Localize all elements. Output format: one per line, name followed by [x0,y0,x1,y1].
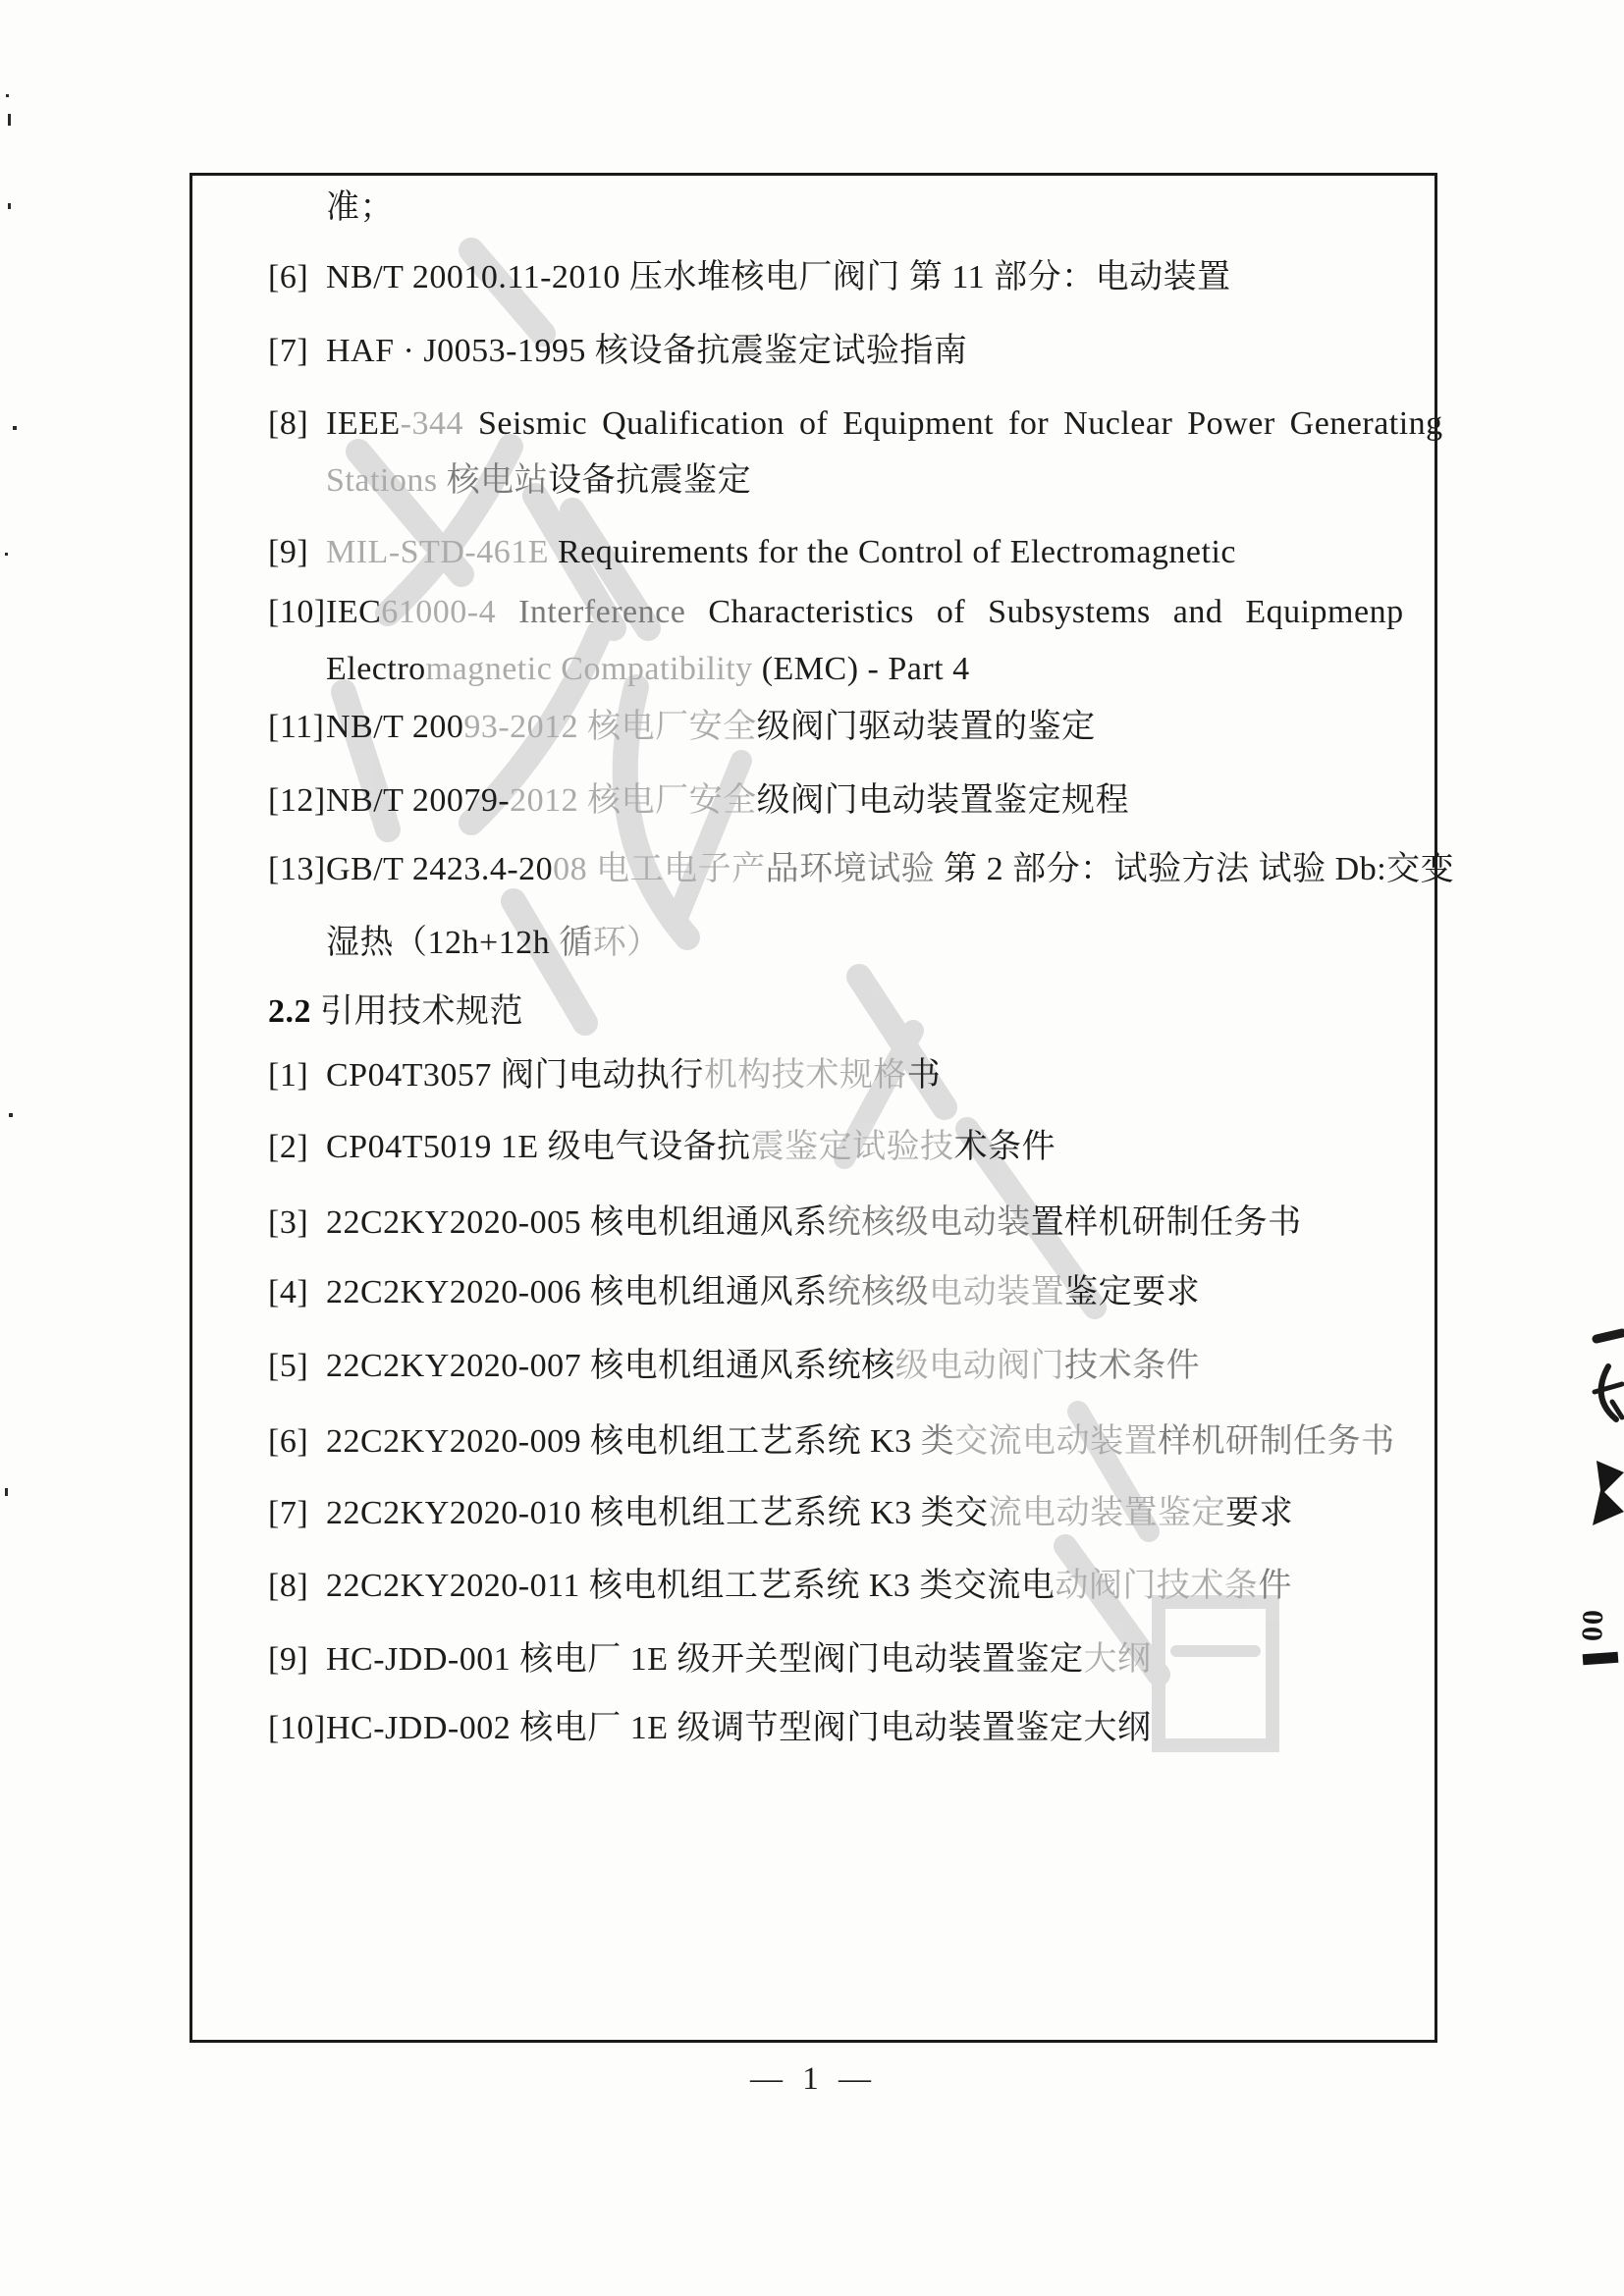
text-segment: 统核级电动装 [827,1204,1031,1241]
reference-marker: [10] [268,594,326,630]
text-segment: 第 2 部分：试验方法 试验 Db:交变 [935,851,1455,887]
text-segment: IEEE [326,405,401,442]
reference-marker: [4] [268,1274,309,1310]
reference-line [268,404,1443,445]
reference-line [268,924,661,964]
text-segment: 2012 核电厂安全 [510,782,757,819]
scan-speck [8,114,11,126]
reference-line [268,1128,1056,1168]
text-segment: Seismic Qualification of Equipment for Nuclear Power Generating [462,405,1443,442]
reference-line [268,1709,1151,1749]
handwritten-scribble [1577,1327,1624,1435]
reference-marker: [6] [268,259,309,295]
reference-marker: [8] [268,405,309,442]
reference-marker: [2] [268,1129,309,1165]
text-segment: 湿热（12h+12h [326,925,560,961]
text-segment: 机构技术规格 [703,1057,907,1094]
reference-line [268,258,1231,298]
reference-marker: [3] [268,1204,309,1241]
text-segment: 置样机研制任务书 [1030,1204,1302,1241]
text-segment: 交流电动装置 [954,1423,1159,1460]
text-segment: MIL-STD-461E [326,534,558,570]
text-segment: NB/T 200 [326,709,464,745]
reference-line [268,461,751,502]
scan-speck [9,1113,13,1117]
reference-line [268,1203,1302,1244]
text-segment: 08 电工电子产 [553,851,766,887]
text-segment: 鉴定要求 [1064,1274,1201,1310]
text-segment: 样机研制任务书 [1158,1423,1395,1460]
reference-line [268,850,1454,890]
reference-marker: [5] [268,1348,309,1384]
text-segment: 22C2KY2020-009 核电机组工艺系统 K3 [326,1423,921,1460]
reference-marker: [12] [268,782,326,819]
text-segment: -344 [400,405,463,442]
text-segment: Electro [326,651,426,687]
text-segment: 环） [592,925,661,961]
ink-smudge [1583,1652,1619,1665]
page-border [189,173,1437,2043]
reference-line [268,1422,1395,1463]
reference-marker: [6] [268,1423,309,1460]
text-segment: 22C2KY2020-010 核电机组工艺系统 K3 类交 [326,1495,989,1531]
text-segment: 核电站 [437,462,549,499]
reference-marker: [9] [268,534,309,570]
reference-line [268,188,394,229]
text-segment: HAF · J0053-1995 核设备抗震鉴定试验指南 [326,333,968,369]
reference-line [268,1056,941,1096]
page-number: — 1 — [750,2061,877,2097]
text-segment: 循 [559,925,593,961]
text-segment: CP04T5019 1E 级电气设备抗 [326,1129,751,1165]
text-segment: 要求 [1225,1495,1294,1531]
text-segment: 22C2KY2020-006 核电机组通风系 [326,1274,828,1310]
text-segment: 大纲 [1083,1641,1152,1678]
ink-blob [1585,1457,1624,1529]
text-segment: 类 [920,1423,955,1460]
text-segment: 级阀门驱动装置的鉴定 [756,709,1096,745]
reference-line [268,533,1236,573]
reference-line [268,1640,1151,1681]
reference-marker: [11] [268,709,325,745]
text-segment: 技术条件 [1064,1348,1201,1384]
reference-line [268,650,970,690]
reference-marker: [1] [268,1057,309,1094]
reference-marker: [8] [268,1568,309,1604]
text-segment: 书 [906,1057,942,1094]
scan-speck [5,1488,8,1496]
reference-marker: [7] [268,1495,309,1531]
text-segment: Stations [326,462,438,499]
scan-speck [5,553,8,556]
text-segment: IEC [326,594,382,630]
text-segment: 动阀门技术条 [1055,1568,1259,1604]
text-segment: 术条件 [953,1129,1056,1165]
text-segment: magnetic Compatibility [425,651,762,687]
text-segment: HC-JDD-002 核电厂 1E 级调节型阀门电动装置鉴定大纲 [326,1710,1152,1746]
text-segment: CP04T3057 阀门电动执行 [326,1057,704,1094]
text-segment: 级电动阀门 [894,1348,1065,1384]
margin-note-00: 00 [1575,1609,1609,1644]
reference-line [268,1494,1293,1534]
scan-speck [13,426,17,430]
reference-marker: [7] [268,333,309,369]
text-segment: Characteristics of Subsystems and Equipmenp [708,594,1404,630]
text-segment: 22C2KY2020-011 核电机组工艺系统 K3 类交流电 [326,1568,1056,1604]
text-segment: 统核级 [827,1274,930,1310]
text-segment: 22C2KY2020-005 核电机组通风系 [326,1204,828,1241]
text-segment: 震鉴定试验技 [750,1129,954,1165]
reference-line [268,1273,1200,1313]
text-segment: Requirements for the Control of Electromagnetic [557,534,1236,570]
scan-speck [8,203,11,209]
scan-speck [6,94,9,97]
text-segment: 电动装置 [929,1274,1065,1310]
text-segment: HC-JDD-001 核电厂 1E 级开关型阀门电动装置鉴定 [326,1641,1084,1678]
reference-line [268,1347,1200,1387]
reference-line [268,332,967,372]
reference-marker: [13] [268,851,326,887]
text-segment: 件 [1258,1568,1292,1604]
text-segment: 93-2012 核电厂安全 [463,709,757,745]
text-segment: GB/T 2423.4-20 [326,851,554,887]
reference-line [268,708,1096,748]
text-segment: 品环境试验 [765,851,936,887]
text-segment: 设备抗震鉴定 [548,462,752,499]
text-segment: 引用技术规范 [311,993,523,1030]
reference-line [268,781,1129,822]
text-segment: 2.2 [268,993,311,1030]
text-segment: 流电动装置鉴定 [988,1495,1226,1531]
text-segment: 61000-4 [381,594,519,630]
text-segment: NB/T 20010.11-2010 压水堆核电厂阀门 第 11 部分：电动装置 [326,259,1231,295]
text-segment: 级阀门电动装置鉴定规程 [756,782,1130,819]
text-segment: NB/T 20079- [326,782,511,819]
text-segment: 准； [326,189,394,226]
text-segment: (EMC) - Part 4 [761,651,970,687]
text-segment: Interference [518,594,709,630]
section-heading [268,992,523,1033]
text-segment: 22C2KY2020-007 核电机组通风系统核 [326,1348,895,1384]
reference-line [268,1567,1292,1607]
reference-line [268,593,1404,633]
reference-marker: [9] [268,1641,309,1678]
reference-marker: [10] [268,1710,326,1746]
